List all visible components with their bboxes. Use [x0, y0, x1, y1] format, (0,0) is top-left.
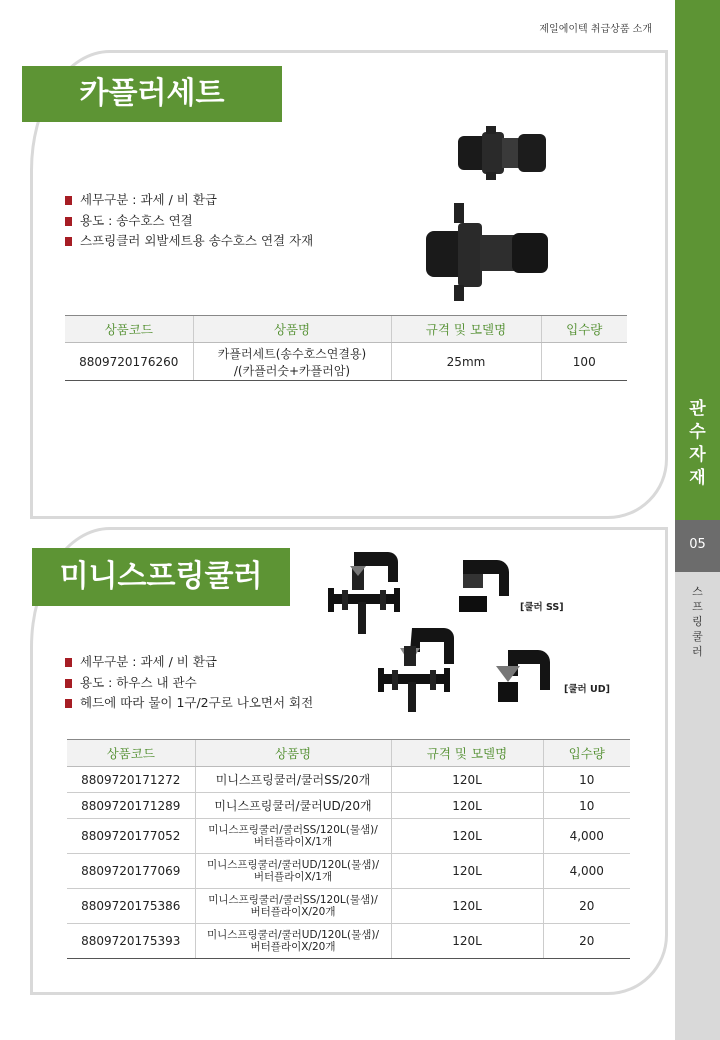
coupler-product-table	[65, 315, 627, 381]
sprinkler-product-table	[67, 739, 630, 959]
sidebar-char: 수	[689, 422, 706, 442]
coupler-bullets	[65, 190, 313, 252]
cell-name	[195, 924, 391, 959]
table-row	[67, 854, 630, 889]
cell-spec: 120L	[391, 793, 543, 819]
table-header-row	[65, 316, 627, 343]
sidebar-char: 자	[689, 445, 706, 465]
cell-name	[195, 854, 391, 889]
table-row	[67, 767, 630, 793]
bullet-item: 세무구분 : 과세 / 비 환급	[65, 652, 313, 673]
sprinkler-ss-head-image	[455, 556, 511, 616]
cell-name-line1: 카플러세트(송수호스연결용)	[217, 346, 367, 361]
table-row	[67, 889, 630, 924]
bullet-item: 용도 : 하우스 내 관수	[65, 673, 313, 694]
sidebar-sub-char: 프	[692, 600, 703, 613]
sidebar-category-title	[675, 398, 720, 490]
cell-code: 8809720171272	[67, 767, 195, 793]
cell-name-line1: 미니스프링쿨러/쿨러SS/120L(물샘)/	[208, 824, 378, 836]
header-code: 상품코드	[67, 740, 195, 767]
sidebar-sub-char: 링	[692, 615, 703, 628]
header-name: 상품명	[195, 740, 391, 767]
header-note: 제일에이텍 취급상품 소개	[539, 24, 652, 35]
coupler-image-assembled	[418, 203, 552, 303]
sidebar-char: 재	[689, 468, 706, 488]
cell-code: 8809720177052	[67, 819, 195, 854]
table-row	[65, 343, 627, 381]
table-row	[67, 924, 630, 959]
sprinkler-bullets	[65, 652, 313, 714]
cell-name-line2: /(카플러숫+카플러암)	[233, 363, 351, 378]
cell-name	[193, 343, 391, 381]
section-title-coupler: 카플러세트	[22, 66, 282, 122]
cell-code: 8809720176260	[65, 343, 193, 381]
cell-name-line2: 버터플라이X/20개	[250, 906, 336, 918]
header-name: 상품명	[193, 316, 391, 343]
sidebar-char: 관	[689, 399, 706, 419]
cell-qty: 4,000	[543, 819, 630, 854]
cell-qty: 10	[543, 793, 630, 819]
cell-name-line1: 미니스프링쿨러/쿨러SS/120L(물샘)/	[208, 894, 378, 906]
cell-spec: 120L	[391, 889, 543, 924]
sidebar-subcategory	[675, 584, 720, 659]
table-row	[67, 793, 630, 819]
sidebar-sub-char: 스	[692, 585, 703, 598]
bullet-item: 세무구분 : 과세 / 비 환급	[65, 190, 313, 211]
cell-qty: 20	[543, 889, 630, 924]
cell-spec: 120L	[391, 819, 543, 854]
cell-name-line1: 미니스프링쿨러/쿨러UD/120L(물샘)/	[206, 859, 380, 871]
sprinkler-ud-head-image	[492, 646, 554, 706]
cell-name-line2: 버터플라이X/1개	[253, 836, 333, 848]
sidebar-sub-char: 러	[692, 645, 703, 658]
cell-name: 미니스프링쿨러/쿨러UD/20개	[195, 793, 391, 819]
header-code: 상품코드	[65, 316, 193, 343]
cell-spec: 120L	[391, 767, 543, 793]
tag-cooler-ud: [쿨러 UD]	[564, 684, 610, 695]
cell-name: 미니스프링쿨러/쿨러SS/20개	[195, 767, 391, 793]
bullet-item: 스프링클러 외발세트용 송수호스 연결 자재	[65, 231, 313, 252]
header-spec: 규격 및 모델명	[391, 740, 543, 767]
sprinkler-ss-assembled-image	[326, 546, 402, 636]
cell-code: 8809720175393	[67, 924, 195, 959]
sidebar-sub-char: 쿨	[692, 630, 703, 643]
sprinkler-ud-assembled-image	[376, 624, 456, 714]
header-qty: 입수량	[543, 740, 630, 767]
cell-code: 8809720175386	[67, 889, 195, 924]
cell-name-line2: 버터플라이X/1개	[253, 871, 333, 883]
cell-spec: 120L	[391, 924, 543, 959]
table-row	[67, 819, 630, 854]
header-qty: 입수량	[541, 316, 627, 343]
header-spec: 규격 및 모델명	[391, 316, 541, 343]
cell-qty: 100	[541, 343, 627, 381]
page-number: 05	[675, 520, 720, 572]
cell-qty: 4,000	[543, 854, 630, 889]
cell-spec: 120L	[391, 854, 543, 889]
cell-code: 8809720171289	[67, 793, 195, 819]
bullet-item: 용도 : 송수호스 연결	[65, 211, 313, 232]
table-header-row	[67, 740, 630, 767]
section-title-sprinkler: 미니스프링쿨러	[32, 548, 290, 606]
cell-code: 8809720177069	[67, 854, 195, 889]
cell-name	[195, 889, 391, 924]
cell-name-line2: 버터플라이X/20개	[250, 941, 336, 953]
cell-qty: 20	[543, 924, 630, 959]
sidebar	[675, 0, 720, 1040]
cell-spec: 25mm	[391, 343, 541, 381]
cell-name	[195, 819, 391, 854]
cell-qty: 10	[543, 767, 630, 793]
coupler-image-top	[452, 124, 552, 184]
bullet-item: 헤드에 따라 물이 1구/2구로 나오면서 회전	[65, 693, 313, 714]
tag-cooler-ss: [쿨러 SS]	[520, 602, 564, 613]
cell-name-line1: 미니스프링쿨러/쿨러UD/120L(물샘)/	[206, 929, 380, 941]
